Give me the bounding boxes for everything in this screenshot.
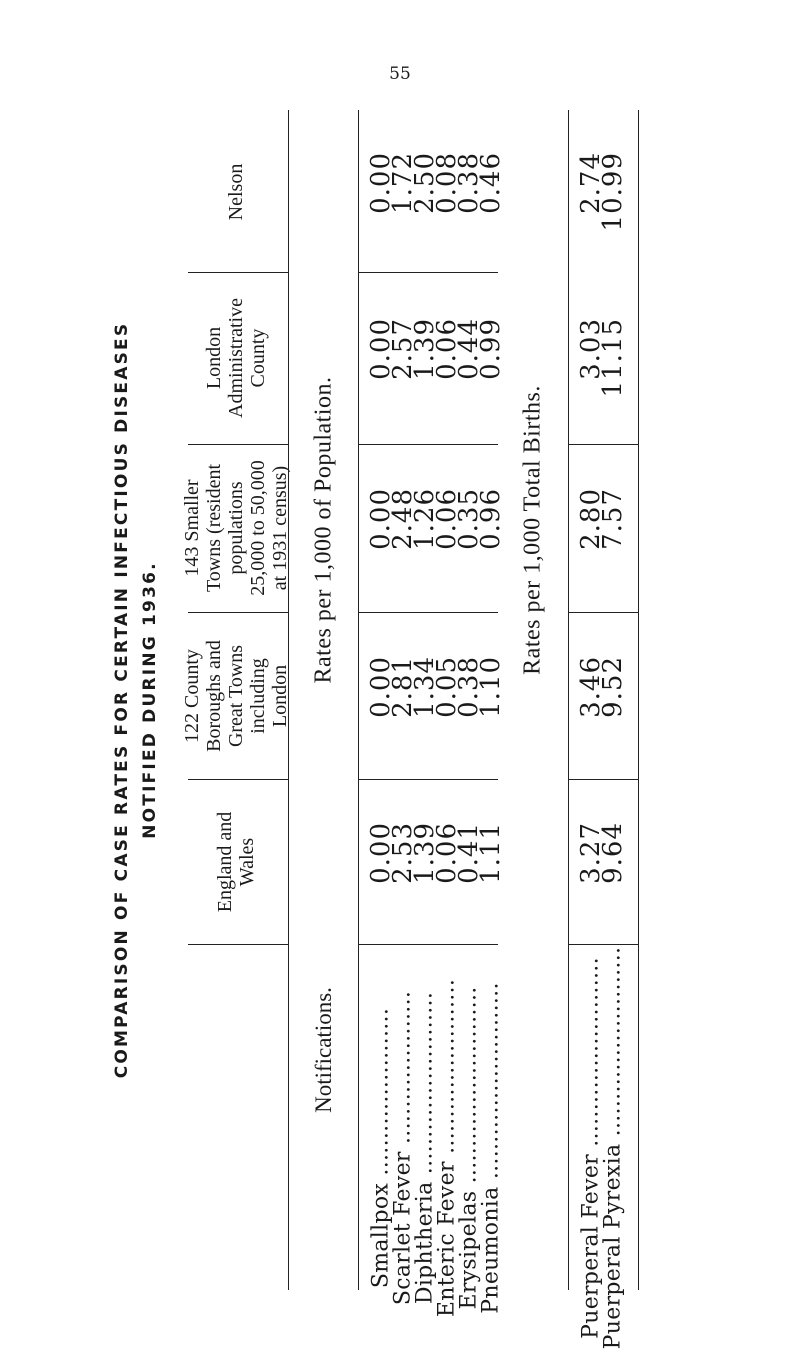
page-number: 55 bbox=[389, 64, 411, 84]
header-line-2 bbox=[188, 444, 288, 445]
header-line-1 bbox=[188, 272, 288, 273]
body-line-2 bbox=[358, 444, 498, 445]
title-line-2: NOTIFIED DURING 1936. bbox=[140, 561, 160, 839]
births-line-4 bbox=[568, 779, 638, 780]
body-line-1 bbox=[358, 272, 498, 273]
body-line-3 bbox=[358, 612, 498, 613]
header-line-3 bbox=[188, 612, 288, 613]
divider-right bbox=[638, 110, 639, 1290]
divider-rates-births bbox=[568, 110, 569, 1290]
births-line-2 bbox=[568, 444, 638, 445]
births-line-3 bbox=[568, 612, 638, 613]
divider-rates-pop bbox=[358, 110, 359, 1290]
title-line-1: COMPARISON OF CASE RATES FOR CERTAIN INFECTIOUS DISEASES bbox=[112, 321, 132, 1079]
body-line-5 bbox=[358, 944, 498, 945]
header-line-4 bbox=[188, 779, 288, 780]
births-line-5 bbox=[568, 944, 638, 945]
header-line-5 bbox=[188, 944, 288, 945]
body-line-4 bbox=[358, 779, 498, 780]
